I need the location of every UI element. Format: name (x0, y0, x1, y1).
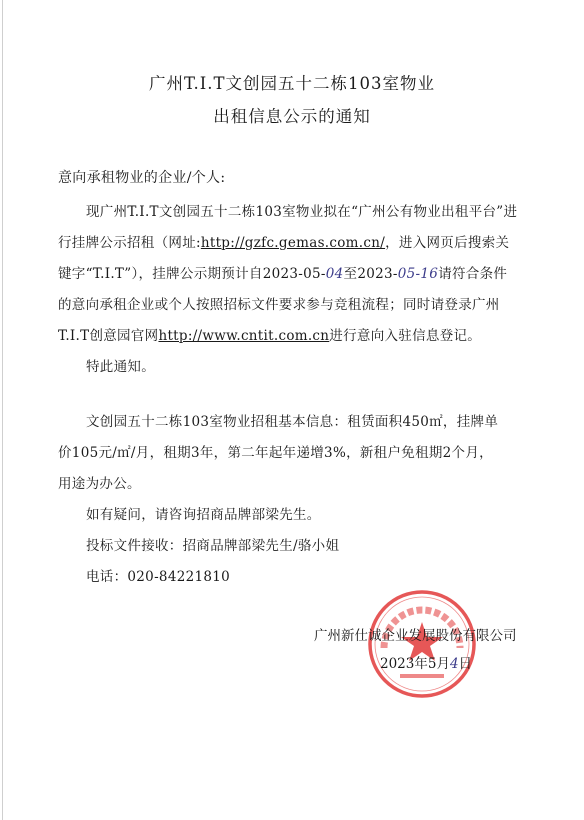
info-line3: 用途为办公。 (58, 476, 141, 492)
company-seal-stamp (366, 588, 478, 700)
para1-line4: 的意向承租企业或个人按照招标文件要求参与竞租流程；同时请登录广州 (58, 297, 500, 313)
company-name: 广州新仕诚企业发展股份有限公司 (314, 628, 517, 644)
inquiry-line: 如有疑问，请咨询招商品牌部梁先生。 (86, 507, 321, 523)
para1-line3-mid: 至2023- (343, 266, 398, 282)
para1-line2-pre: 行挂牌公示招租（网址: (58, 235, 201, 251)
handwritten-end-date: 05-16 (397, 266, 439, 282)
info-line1: 文创园五十二栋103室物业招租基本信息：租赁面积450㎡，挂牌单 (86, 414, 499, 430)
info-line2: 价105元/㎡/月，租期3年，第二年起年递增3%，新租户免租期2个月， (58, 445, 493, 461)
date-pre: 2023年5月 (380, 656, 450, 672)
handwritten-start-day: 04 (325, 266, 344, 282)
para1-line5-pre: T.I.T创意园官网 (58, 328, 159, 344)
handwritten-date-day: 4 (449, 656, 459, 672)
para1-line5-post: 进行意向入驻信息登记。 (329, 328, 482, 344)
para1-line3-pre: 键字“T.I.T”），挂牌公示期预计自2023-05- (58, 266, 326, 282)
para1-line2-post: ，进入网页后搜索关 (385, 235, 510, 251)
para1-line2 (58, 231, 509, 251)
notice-end: 特此通知。 (86, 359, 155, 375)
salutation: 意向承租物业的企业/个人: (58, 170, 226, 186)
notice-title-line2: 出租信息公示的通知 (213, 107, 371, 126)
notice-title-line1: 广州T.I.T文创园五十二栋103室物业 (148, 74, 436, 93)
notice-date (380, 652, 472, 672)
phone-line: 电话：020-84221810 (86, 569, 231, 585)
para1-line3 (58, 262, 507, 282)
cntit-url-link[interactable]: http://www.cntit.com.cn (158, 328, 330, 344)
date-post: 日 (458, 656, 473, 672)
gzfc-url-link[interactable]: http://gzfc.gemas.com.cn/ (200, 235, 386, 251)
para1-line5 (58, 324, 481, 344)
bid-receive-line: 投标文件接收：招商品牌部梁先生/骆小姐 (86, 538, 340, 554)
para1-line1: 现广州T.I.T文创园五十二栋103室物业拟在“广州公有物业出租平台”进 (86, 204, 518, 220)
para1-line3-post: 请符合条件 (438, 266, 508, 282)
